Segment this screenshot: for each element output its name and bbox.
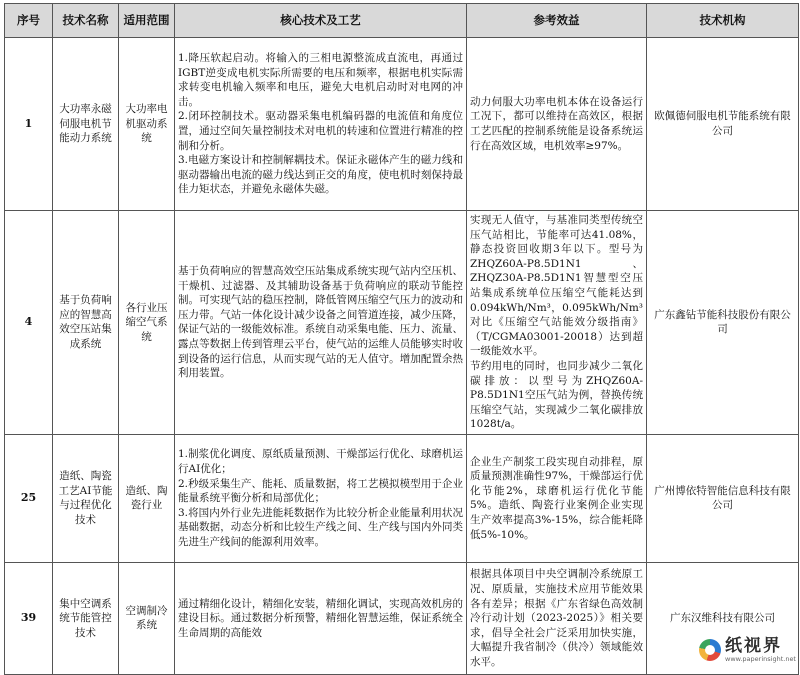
core-paragraph: 通过精细化设计，精细化安装，精细化调试，实现高效机房的建设目标。通过数据分析预警，精细化智慧运维，保证系统全生命周期的高能效 <box>178 597 463 641</box>
watermark-url: www.paperinsight.net <box>725 655 796 663</box>
tech-name: 集中空调系统节能管控技术 <box>53 562 119 674</box>
table-row <box>5 434 799 562</box>
tech-org: 广东鑫钻节能科技股份有限公司 <box>647 211 799 435</box>
tech-scope: 造纸、陶瓷行业 <box>119 434 175 562</box>
benefit-paragraph: 实现无人值守，与基准同类型传统空压气站相比，节能率可达41.08%，静态投资回收期3年以下。型号为ZHQZ60A-P8.5D1N1、ZHQZ30A-P8.5D1N1智慧型空压站集成系统单位压缩空气能耗达到0.094kWh/Nm³，0.095kWh/Nm³对比《压缩空气站能效分级指南》（T/CGMA03001-20018）达到超一级能效水平。 <box>470 213 643 359</box>
tech-core <box>175 562 467 674</box>
row-number: 39 <box>5 562 53 674</box>
core-paragraph: 2.闭环控制技术。驱动器采集电机编码器的电流值和角度位置，通过空间矢量控制技术对电机的转速和位置进行精准的控制和分析。 <box>178 109 463 153</box>
tech-core <box>175 38 467 211</box>
core-paragraph: 1.降压软起启动。将输入的三相电源整流成直流电，再通过IGBT逆变成电机实际所需要的电压和频率，根据电机实际需求转变电机输入频率和电压，避免大电机启动时对电网的冲击。 <box>178 51 463 109</box>
row-number: 4 <box>5 211 53 435</box>
table-row <box>5 38 799 211</box>
tech-benefit <box>467 211 647 435</box>
watermark-name: 纸视界 <box>725 637 782 655</box>
tech-core <box>175 434 467 562</box>
tech-org: 欧佩德伺服电机节能系统有限公司 <box>647 38 799 211</box>
core-paragraph: 1.制浆优化调度、原纸质量预测、干燥部运行优化、球磨机运行AI优化； <box>178 447 463 476</box>
header-name: 技术名称 <box>53 4 119 38</box>
benefit-paragraph: 动力伺服大功率电机本体在设备运行工况下，都可以维持在高效区，根据工艺匹配的控制系统能是设备系统运行在高效区域，电机效率≥97%。 <box>470 95 643 153</box>
header-org: 技术机构 <box>647 4 799 38</box>
paperinsight-logo-icon <box>699 639 721 661</box>
tech-name: 大功率永磁伺服电机节能动力系统 <box>53 38 119 211</box>
core-paragraph: 2.秒级采集生产、能耗、质量数据，将工艺模拟模型用于企业能量系统平衡分析和局部优化； <box>178 477 463 506</box>
tech-core <box>175 211 467 435</box>
benefit-paragraph: 节约用电的同时，也同步减少二氧化碳排放：以型号为ZHQZ60A-P8.5D1N1空压气站为例，替换传统压缩空气站，实现减少二氧化碳排放1028t/a。 <box>470 359 643 432</box>
watermark-logo <box>664 635 796 665</box>
benefit-paragraph: 企业生产制浆工段实现自动排程，原质量预测准确性97%，干燥部运行优化节能2%，球磨机运行优化节能5%。造纸、陶瓷行业案例企业实现生产效率提高3%-15%，综合能耗降低5%-10%。 <box>470 455 643 543</box>
tech-org: 广东汉维科技有限公司 <box>647 562 799 674</box>
header-no: 序号 <box>5 4 53 38</box>
tech-name: 基于负荷响应的智慧高效空压站集成系统 <box>53 211 119 435</box>
header-benefit: 参考效益 <box>467 4 647 38</box>
row-number: 25 <box>5 434 53 562</box>
tech-org: 广州博依特智能信息科技有限公司 <box>647 434 799 562</box>
header-scope: 适用范围 <box>119 4 175 38</box>
benefit-paragraph: 根据具体项目中央空调制冷系统原工况、原质量，实施技术应用节能效果各有差异；根据《广东省绿色高效制冷行动计划（2023-2025）》相关要求，倡导全社会广泛采用加快实施，大幅提升我省制冷（供冷）领域能效水平。 <box>470 567 643 669</box>
tech-name: 造纸、陶瓷工艺AI节能与过程优化技术 <box>53 434 119 562</box>
table-row <box>5 211 799 435</box>
row-number: 1 <box>5 38 53 211</box>
tech-scope: 大功率电机驱动系统 <box>119 38 175 211</box>
core-paragraph: 3.电磁方案设计和控制解耦技术。保证永磁体产生的磁力线和驱动器输出电流的磁力线达到正交的角度，使电机时刻保持最佳力矩状态，并避免永磁体失磁。 <box>178 153 463 197</box>
tech-scope: 各行业压缩空气系统 <box>119 211 175 435</box>
tech-benefit <box>467 38 647 211</box>
core-paragraph: 3.将国内外行业先进能耗数据作为比较分析企业能量利用状况基础数据，动态分析和比较生产线之间、生产线与国内外同类先进生产线间的能源利用效率。 <box>178 506 463 550</box>
core-paragraph: 基于负荷响应的智慧高效空压站集成系统实现气站内空压机、干燥机、过滤器、及其辅助设备基于负荷响应的联动节能控制。可实现气站的稳压控制，降低管网压缩空气压力的波动和压力带。气站一体化设计减少设备之间管道连接，减少压降，保证气站的一级能效标准。系统自动采集电能、压力、流量、露点等数据上传到管理云平台，使气站的运维人员能够实时收到设备的运行信息，从而实现气站的无人值守。增加配置余热利用装置。 <box>178 264 463 381</box>
tech-benefit <box>467 434 647 562</box>
technology-table <box>4 3 799 675</box>
header-core: 核心技术及工艺 <box>175 4 467 38</box>
tech-scope: 空调制冷系统 <box>119 562 175 674</box>
table-header-row <box>5 4 799 38</box>
tech-benefit <box>467 562 647 674</box>
